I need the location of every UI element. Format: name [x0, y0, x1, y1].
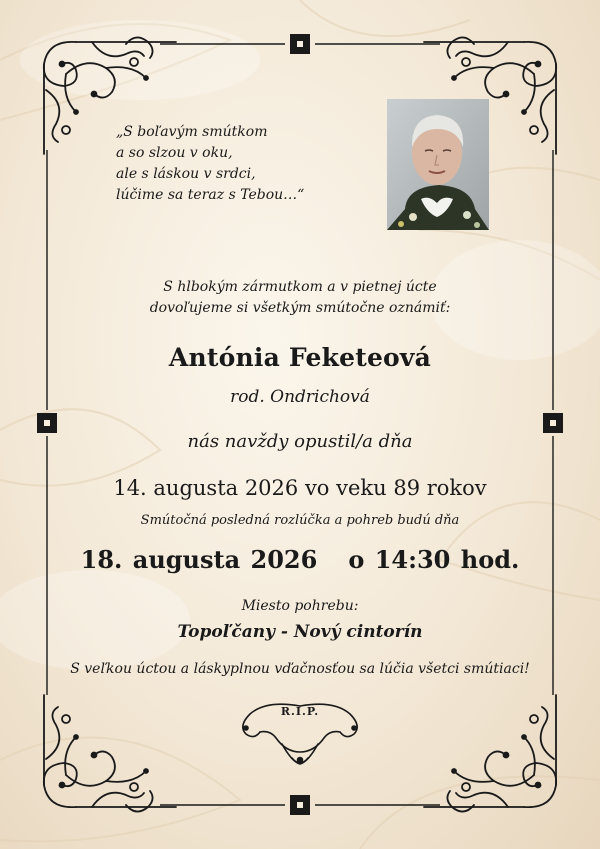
poem-line: „S boľavým smútkom — [116, 124, 268, 140]
funeral-datetime-text: 18. augusta 2026 o 14:30 hod. — [80, 545, 520, 574]
deceased-name: Antónia Feketeová — [168, 343, 432, 372]
poem-line: ale s láskou v srdci, — [116, 166, 256, 182]
funeral-place: Topoľčany - Nový cintorín — [177, 622, 423, 642]
intro-line-1: S hlbokým zármutkom a v pietnej úcte — [163, 279, 437, 295]
farewell-announcement: Smútočná posledná rozlúčka a pohreb budú dňa — [140, 513, 460, 528]
poem-line: a so slzou v oku, — [116, 145, 233, 161]
rip-text: R.I.P. — [280, 705, 320, 718]
portrait-photo-icon — [387, 99, 489, 230]
portrait-photo — [387, 99, 489, 230]
intro-text — [0, 277, 600, 319]
closing-text: S veľkou úctou a láskyplnou vďačnosťou sa lúčia všetci smútiaci! — [70, 661, 530, 677]
intro-line-2: dovoľujeme si všetkým smútočne oznámiť: — [149, 300, 451, 316]
poem — [116, 122, 304, 206]
place-label: Miesto pohrebu: — [241, 598, 359, 614]
funeral-datetime — [0, 545, 600, 574]
maiden-name: rod. Ondrichová — [230, 387, 370, 407]
death-date-age: 14. augusta 2026 vo veku 89 rokov — [113, 476, 487, 500]
poem-line: lúčime sa teraz s Tebou…“ — [116, 187, 305, 203]
passed-away-text: nás navždy opustil/a dňa — [187, 431, 413, 452]
